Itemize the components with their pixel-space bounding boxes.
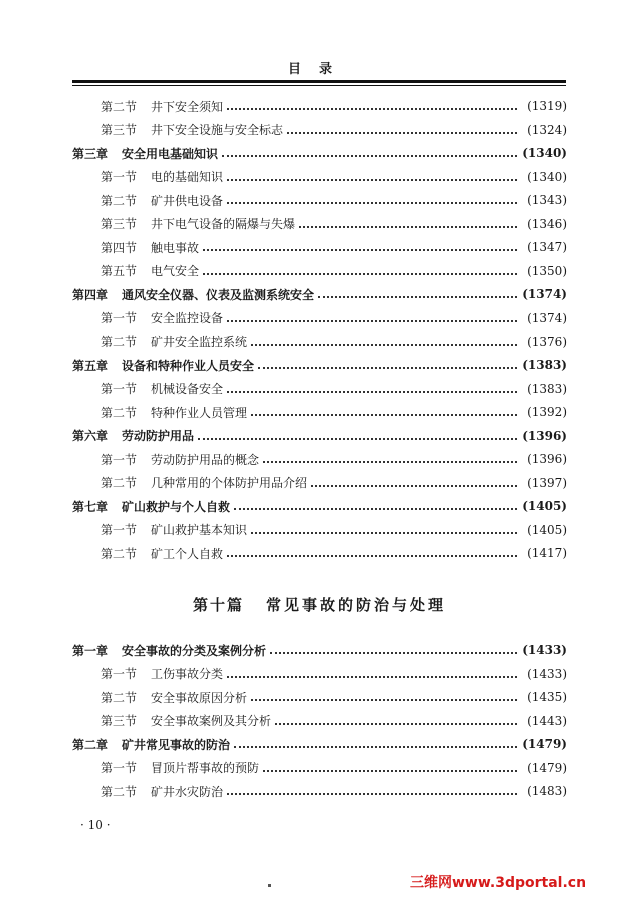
dot-leader: [227, 553, 517, 557]
entry-page-number: (1383): [522, 358, 567, 373]
dot-leader: [227, 791, 517, 795]
entry-title: 电的基础知识: [151, 170, 224, 185]
entry-number: 第二节: [101, 476, 138, 491]
toc-section-entry: [0, 520, 639, 540]
entry-page-number: (1405): [522, 499, 567, 514]
entry-page-number: (1417): [527, 546, 567, 561]
toc-chapter-entry: [0, 355, 639, 375]
dot-leader: [203, 247, 517, 251]
scan-speck: [268, 884, 271, 887]
dot-leader: [263, 768, 517, 772]
toc-chapter-entry: [0, 640, 639, 660]
entry-page-number: (1319): [527, 99, 567, 113]
entry-number: 第二章: [72, 737, 109, 752]
dot-leader: [227, 106, 517, 110]
dot-leader: [275, 721, 517, 725]
entry-title: 通风安全仪器、仪表及监测系统安全: [122, 287, 315, 302]
entry-title: 冒顶片帮事故的预防: [151, 761, 260, 776]
header-rule-thick: [72, 80, 566, 83]
entry-page-number: (1340): [522, 146, 567, 161]
dot-leader: [270, 650, 517, 654]
entry-page-number: (1479): [527, 760, 567, 775]
entry-title: 安全事故原因分析: [151, 690, 248, 705]
entry-page-number: (1374): [527, 310, 567, 325]
dot-leader: [203, 271, 517, 275]
entry-number: 第一节: [101, 452, 138, 467]
entry-number: 第三章: [72, 146, 109, 161]
entry-title: 矿山救护与个人自救: [122, 499, 231, 514]
part-heading: [0, 594, 639, 615]
entry-page-number: (1347): [527, 240, 567, 255]
toc-section-entry: [0, 711, 639, 731]
entry-number: 第二节: [101, 546, 138, 561]
entry-title: 井下安全须知: [151, 99, 224, 114]
entry-number: 第六章: [72, 429, 109, 444]
entry-page-number: (1343): [527, 193, 567, 208]
part-title-text: 常见事故的防治与处理: [266, 596, 447, 614]
entry-title: 几种常用的个体防护用品介绍: [151, 476, 308, 491]
entry-page-number: (1483): [527, 784, 567, 799]
dot-leader: [222, 153, 517, 157]
entry-title: 安全事故的分类及案例分析: [122, 643, 267, 658]
entry-number: 第五节: [101, 264, 138, 279]
entry-title: 触电事故: [151, 240, 200, 255]
toc-section-entry: [0, 664, 639, 684]
entry-page-number: (1396): [527, 452, 567, 467]
entry-page-number: (1350): [527, 263, 567, 278]
toc-section-entry: [0, 473, 639, 493]
dot-leader: [227, 200, 517, 204]
toc-section-entry: [0, 449, 639, 469]
entry-number: 第三节: [101, 217, 138, 232]
toc-section-entry: [0, 687, 639, 707]
entry-page-number: (1435): [527, 690, 567, 705]
entry-page-number: (1376): [527, 334, 567, 349]
dot-leader: [299, 224, 517, 228]
entry-number: 第一节: [101, 523, 138, 538]
dot-leader: [263, 459, 517, 463]
entry-title: 矿井供电设备: [151, 193, 224, 208]
dot-leader: [251, 412, 517, 416]
entry-title: 机械设备安全: [151, 382, 224, 397]
entry-page-number: (1443): [527, 713, 567, 728]
dot-leader: [227, 177, 517, 181]
entry-page-number: (1392): [527, 405, 567, 420]
entry-number: 第二节: [101, 193, 138, 208]
toc-section-entry: [0, 781, 639, 801]
dot-leader: [311, 483, 517, 487]
entry-title: 矿山救护基本知识: [151, 523, 248, 538]
entry-page-number: (1324): [527, 122, 567, 137]
entry-page-number: (1479): [522, 737, 567, 752]
entry-title: 安全用电基础知识: [122, 146, 219, 161]
entry-number: 第四节: [101, 240, 138, 255]
entry-title: 工伤事故分类: [151, 667, 224, 682]
dot-leader: [234, 744, 517, 748]
entry-number: 第七章: [72, 499, 109, 514]
dot-leader: [287, 130, 517, 134]
dot-leader: [318, 294, 517, 298]
entry-page-number: (1396): [522, 428, 567, 443]
entry-page-number: (1433): [522, 643, 567, 657]
dot-leader: [251, 530, 517, 534]
entry-page-number: (1374): [522, 287, 567, 302]
page-header-title: 目录: [287, 62, 350, 77]
part-number: 第十篇: [192, 596, 244, 614]
toc-chapter-entry: [0, 284, 639, 304]
entry-number: 第一节: [101, 667, 138, 682]
toc-section-entry: [0, 167, 639, 187]
toc-chapter-entry: [0, 426, 639, 446]
entry-number: 第一章: [72, 643, 109, 658]
entry-number: 第五章: [72, 358, 109, 373]
dot-leader: [251, 342, 517, 346]
toc-section-entry: [0, 379, 639, 399]
entry-page-number: (1346): [527, 216, 567, 231]
entry-number: 第二节: [101, 335, 138, 349]
entry-number: 第一节: [101, 382, 138, 397]
dot-leader: [227, 674, 517, 678]
entry-page-number: (1340): [527, 169, 567, 184]
dot-leader: [227, 318, 517, 322]
entry-number: 第四章: [72, 287, 109, 302]
toc-section-entry: [0, 237, 639, 257]
toc-section-entry: [0, 120, 639, 140]
entry-title: 劳动防护用品的概念: [151, 452, 260, 467]
entry-page-number: (1433): [527, 666, 567, 681]
toc-section-entry: [0, 402, 639, 422]
entry-number: 第二节: [101, 99, 138, 114]
entry-number: 第一节: [101, 311, 138, 326]
entry-title: 特种作业人员管理: [151, 405, 248, 420]
entry-title: 劳动防护用品: [122, 429, 195, 444]
toc-section-entry: [0, 758, 639, 778]
entry-title: 矿井安全监控系统: [151, 335, 248, 349]
entry-page-number: (1383): [527, 381, 567, 396]
toc-section-entry: [0, 543, 639, 563]
toc-section-entry: [0, 190, 639, 210]
toc-chapter-entry: [0, 496, 639, 516]
toc-section-entry: [0, 96, 639, 116]
entry-title: 设备和特种作业人员安全: [122, 358, 255, 373]
entry-number: 第三节: [101, 714, 138, 729]
entry-title: 矿井常见事故的防治: [122, 737, 231, 752]
entry-title: 矿工个人自救: [151, 546, 224, 561]
entry-number: 第一节: [101, 761, 138, 776]
dot-leader: [198, 436, 517, 440]
toc-section-entry: [0, 261, 639, 281]
header-rule-thin: [72, 85, 566, 86]
entry-title: 矿井水灾防治: [151, 784, 224, 799]
toc-section-entry: [0, 214, 639, 234]
dot-leader: [251, 697, 517, 701]
toc-chapter-entry: [0, 734, 639, 754]
watermark-text: 三维网www.3dportal.cn: [410, 875, 587, 891]
entry-number: 第二节: [101, 690, 138, 705]
entry-title: 井下安全设施与安全标志: [151, 123, 284, 138]
entry-number: 第一节: [101, 170, 138, 185]
entry-number: 第二节: [101, 405, 138, 420]
entry-number: 第二节: [101, 784, 138, 799]
entry-title: 安全监控设备: [151, 311, 224, 326]
toc-section-entry: [0, 332, 639, 352]
toc-section-entry: [0, 308, 639, 328]
dot-leader: [234, 506, 517, 510]
entry-title: 井下电气设备的隔爆与失爆: [151, 217, 296, 232]
dot-leader: [258, 365, 517, 369]
dot-leader: [227, 389, 517, 393]
page-number: · 10 ·: [80, 818, 111, 832]
entry-title: 电气安全: [151, 264, 200, 279]
toc-chapter-entry: [0, 143, 639, 163]
entry-page-number: (1405): [527, 522, 567, 537]
entry-title: 安全事故案例及其分析: [151, 714, 272, 729]
entry-number: 第三节: [101, 123, 138, 138]
entry-page-number: (1397): [527, 475, 567, 490]
